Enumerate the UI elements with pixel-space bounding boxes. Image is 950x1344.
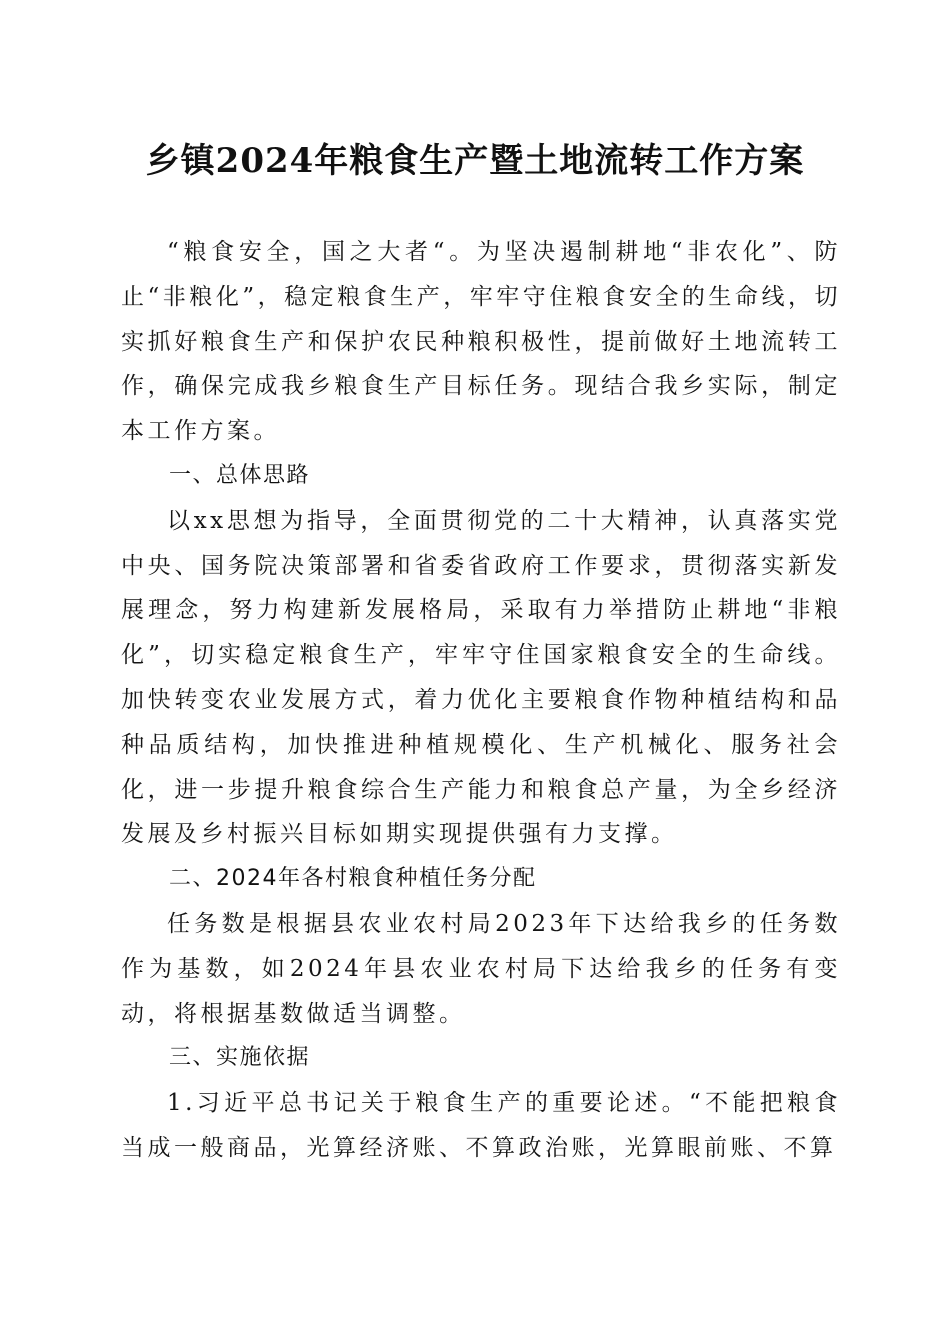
section2-heading: 二、2024年各村粮食种植任务分配 (169, 866, 537, 892)
section1-paragraph: 以xx思想为指导，全面贯彻党的二十大精神，认真落实党中央、国务院决策部署和省委省政府工作要求，贯彻落实新发展理念，努力构建新发展格局，采取有力举措防止耕地“非粮化”，切实稳定粮食生产，牢牢守住国家粮食安全的生命线。加快转变农业发展方式，着力优化主要粮食作物种植结构和品种品质结构，加快推进种植规模化、生产机械化、服务社会化，进一步提升粮食综合生产能力和粮食总产量，为全乡经济发展及乡村振兴目标如期实现提供强有力支撑。 (121, 507, 841, 848)
intro-paragraph: “粮食安全，国之大者“。为坚决遏制耕地“非农化”、防止“非粮化”，稳定粮食生产，牢牢守住粮食安全的生命线，切实抓好粮食生产和保护农民种粮积极性，提前做好土地流转工作，确保完成我乡粮食生产目标任务。现结合我乡实际，制定本工作方案。 (121, 239, 841, 445)
section1-heading: 一、总体思路 (169, 462, 311, 488)
section2-paragraph: 任务数是根据县农业农村局2023年下达给我乡的任务数作为基数，如2024年县农业农村局下达给我乡的任务有变动，将根据基数做适当调整。 (121, 910, 841, 1027)
document-title: 乡镇2024年粮食生产暨土地流转工作方案 (145, 141, 805, 181)
document-body (121, 230, 841, 1171)
section3-item-1: 1.习近平总书记关于粮食生产的重要论述。“不能把粮食当成一般商品，光算经济账、不算政治账，光算眼前账、不算 (121, 1090, 841, 1161)
section3-heading: 三、实施依据 (169, 1045, 311, 1071)
